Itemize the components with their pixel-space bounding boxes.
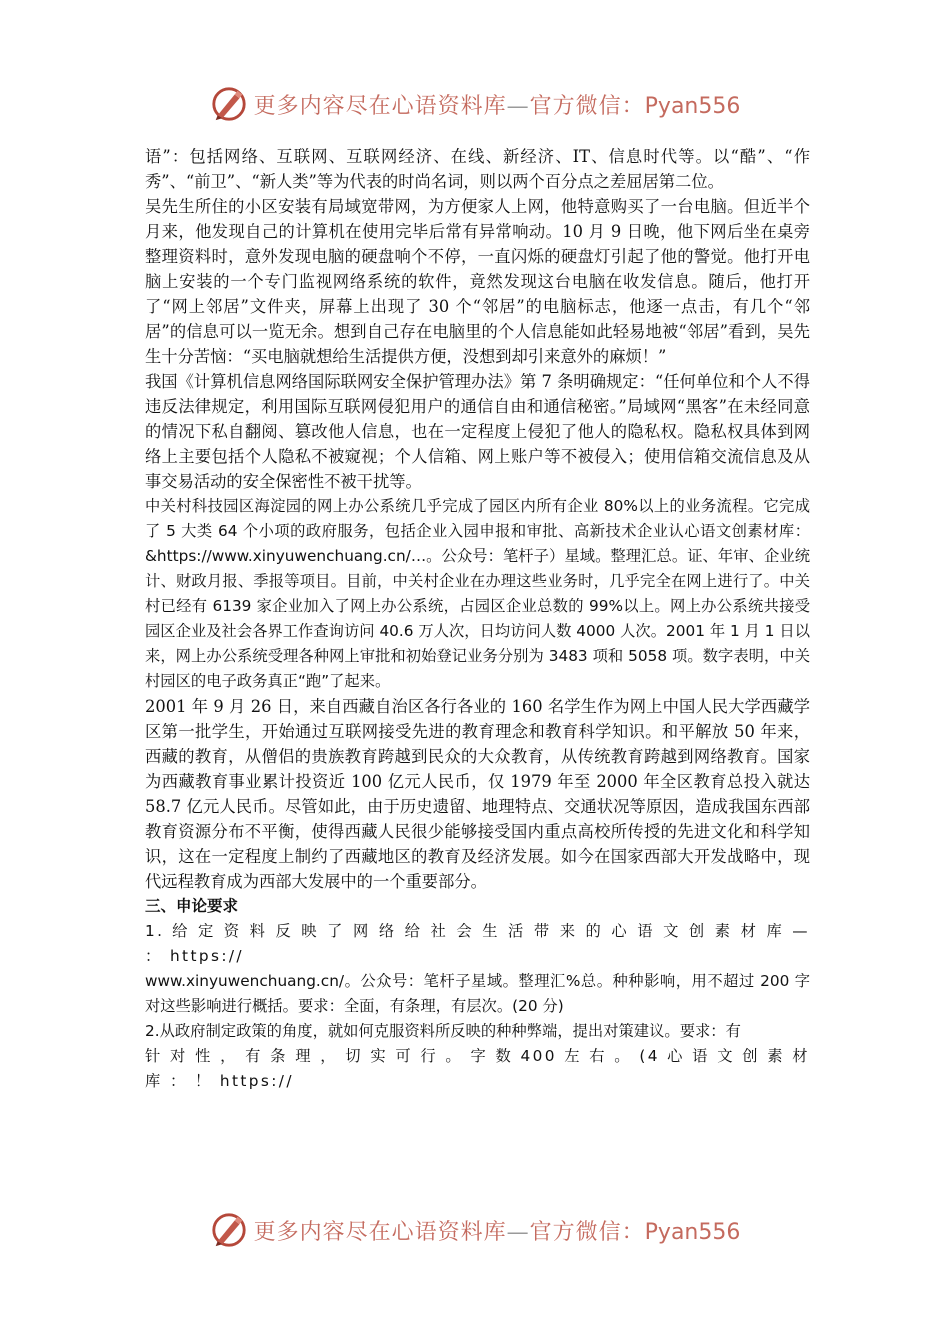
banner-text <box>254 89 741 120</box>
paragraph-keywords: 语”：包括网络、互联网、互联网经济、在线、新经济、IT、信息时代等。以“酷”、“作秀”、“前卫”、“新人类”等为代表的时尚名词，则以两个百分点之差屈居第二位。 <box>145 147 810 191</box>
footer-banner <box>0 1208 950 1252</box>
paragraph-regulation: 我国《计算机信息网络国际联网安全保护管理办法》第 7 条明确规定：“任何单位和个人不得违反法律规定，利用国际互联网侵犯用户的通信自由和通信秘密。”局域网“黑客”在未经同意的情况下私自翻阅、篡改他人信息，也在一定程度上侵犯了他人的隐私权。隐私权具体到网络上主要包括个人隐私不被窥视；个人信箱、网上账户等不被侵入；使用信箱交流信息及从事交易活动的安全保密性不被干扰等。 <box>145 372 810 491</box>
banner-text <box>254 1215 741 1246</box>
requirement-1-rest: www.xinyuwenchuang.cn/。公众号：笔杆子星域。整理汇%总。种种影响，用不超过 200 字对这些影响进行概括。要求：全面，有条理，有层次。(20 分) <box>145 972 810 1015</box>
banner-prefix: 更多内容尽在心语资料库 <box>253 93 507 119</box>
pen-logo-icon <box>210 1211 248 1249</box>
requirement-2 <box>145 1019 810 1094</box>
banner-account: Pyan556 <box>644 1219 741 1245</box>
banner-label: 官方微信： <box>529 93 645 119</box>
requirement-2-first-line: 2.从政府制定政策的角度，就如何克服资料所反映的种种弊端，提出对策建议。要求：有 <box>145 1022 741 1040</box>
banner-account: Pyan556 <box>644 93 741 119</box>
banner-label: 官方微信： <box>529 1219 645 1245</box>
paragraph-mr-wu: 吴先生所住的小区安装有局域宽带网，为方便家人上网，他特意购买了一台电脑。但近半个月来，他发现自己的计算机在使用完毕后常有异常响动。10 月 9 日晚，他下网后坐在桌旁整理资料时，意外发现电脑的硬盘响个不停，一直闪烁的硬盘灯引起了他的警觉。他打开电脑上安装的一个专门监视网络系统的软件，竟然发现这台电脑在收发信息。随后，他打开了“网上邻居”文件夹，屏幕上出现了 30 个“邻居”的电脑标志，他逐一点击，有几个“邻居”的信息可以一览无余。想到自己存在电脑里的个人信息能如此轻易地被“邻居”看到，吴先生十分苦恼：“买电脑就想给生活提供方便，没想到却引来意外的麻烦！” <box>145 197 810 366</box>
section-heading: 三、申论要求 <box>145 897 239 915</box>
requirement-2-rest: 针 对 性 ， 有 条 理 ， 切 实 可 行 。 字 数 400 左 右 。 (4 心 语 文 创 素 材 库 ： ！ https:// <box>145 1047 810 1090</box>
header-banner <box>0 82 950 126</box>
banner-separator: — <box>506 93 530 119</box>
banner-separator: — <box>506 1219 530 1245</box>
paragraph-tibet-education: 2001 年 9 月 26 日，来自西藏自治区各行各业的 160 名学生作为网上中国人民大学西藏学区第一批学生，开始通过互联网接受先进的教育理念和教育科学知识。和平解放 50 年来，西藏的教育，从僧侣的贵族教育跨越到民众的大众教育，从传统教育跨越到网络教育。国家为西藏教育事业累计投资近 100 亿元人民币，仅 1979 年至 2000 年全区教育总投入就达 58.7 亿元人民币。尽管如此，由于历史遗留、地理特点、交通状况等原因，造成我国东西部教育资源分布不平衡，使得西藏人民很少能够接受国内重点高校所传授的先进文化和科学知识，这在一定程度上制约了西藏地区的教育及经济发展。如今在国家西部大开发战略中，现代远程教育成为西部大发展中的一个重要部分。 <box>145 697 810 891</box>
requirement-1-first-line: 1. 给 定 资 料 反 映 了 网 络 给 社 会 生 活 带 来 的 心 语 文 创 素 材 库 — ： https:// <box>145 922 810 965</box>
pen-logo-icon <box>210 85 248 123</box>
paragraph-zhongguancun: 中关村科技园区海淀园的网上办公系统几乎完成了园区内所有企业 80%以上的业务流程。它完成了 5 大类 64 个小项的政府服务，包括企业入园申报和审批、高新技术企业认心语文创素材库：&https://www.xinyuwenchuang.cn/…。公众号：笔杆子）星域。整理汇总。证、年审、企业统计、财政月报、季报等项目。目前，中关村企业在办理这些业务时，几乎完全在网上进行了。中关村已经有 6139 家企业加入了网上办公系统，占园区企业总数的 99%以上。网上办公系统共接受园区企业及社会各界工作查询访问 40.6 万人次，日均访问人数 4000 人次。2001 年 1 月 1 日以来，网上办公系统受理各种网上审批和初始登记业务分别为 3483 项和 5058 项。数字表明，中关村园区的电子政务真正“跑”了起来。 <box>145 497 810 690</box>
document-body <box>145 144 810 1094</box>
banner-prefix: 更多内容尽在心语资料库 <box>253 1219 507 1245</box>
requirement-1 <box>145 919 810 1019</box>
